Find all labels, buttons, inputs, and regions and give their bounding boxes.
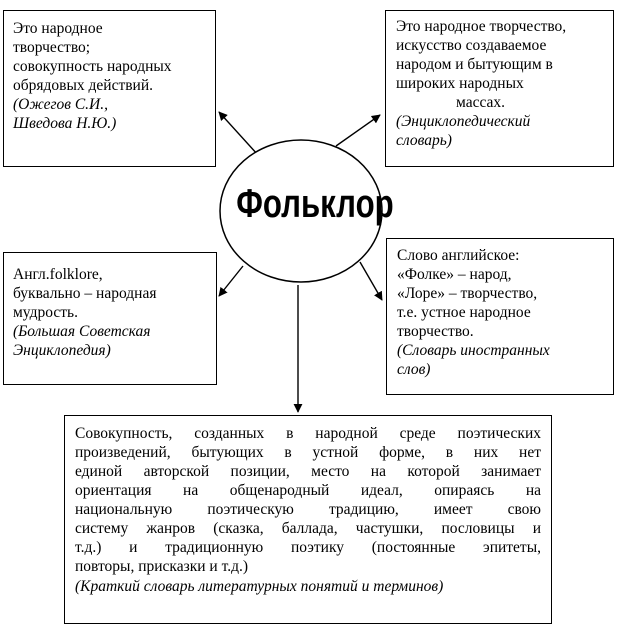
definition-line: совокупность народных <box>13 58 172 75</box>
definition-box-mid-right <box>386 238 614 395</box>
source-citation: (Большая Советская <box>13 323 151 340</box>
center-title: Фольклор <box>236 182 394 226</box>
definition-line: искусство создаваемое <box>396 37 547 54</box>
definition-line: «Лоре» – творчество, <box>397 285 538 302</box>
source-citation: (Краткий словарь литературных понятий и терминов) <box>75 578 444 595</box>
definition-line: Это народное <box>13 20 103 37</box>
source-citation: слов) <box>397 361 431 378</box>
definition-line: повторы, присказки и т.д.) <box>75 558 249 575</box>
definition-line: т.д.) и традиционную поэтику (постоянные эпитеты, <box>75 539 541 556</box>
definition-box-top-left <box>3 10 216 167</box>
source-citation: Шведова Н.Ю.) <box>13 115 117 132</box>
definition-box-mid-left <box>3 252 217 385</box>
definition-line: творчество; <box>13 39 91 56</box>
definition-line: произведений, бытующих в устной форме, в них нет <box>75 444 541 461</box>
definition-line: систему жанров (сказка, баллада, частушки, пословицы и <box>75 520 541 537</box>
definition-line: обрядовых действий. <box>13 77 154 94</box>
definition-line: т.е. устное народное <box>397 304 531 321</box>
source-citation: (Энциклопедический <box>396 113 531 130</box>
definition-box-bottom <box>64 415 552 624</box>
definition-line: Это народное творчество, <box>396 18 567 35</box>
definition-line: массах. <box>456 94 506 111</box>
definition-line: «Фолке» – народ, <box>397 266 512 283</box>
definition-line: Англ.folklore, <box>13 266 103 283</box>
definition-line: ориентация на общенародный идеал, опираясь на <box>75 482 541 499</box>
definition-line: единой авторской позиции, место на которой занимает <box>75 463 541 480</box>
source-citation: (Ожегов С.И., <box>13 96 109 113</box>
source-citation: (Словарь иностранных <box>397 342 550 359</box>
definition-line: народом и бытующим в <box>396 56 553 73</box>
definition-line: Слово английское: <box>397 247 520 264</box>
source-citation: Энциклопедия) <box>13 342 111 359</box>
definition-line: широких народных <box>396 75 524 92</box>
definition-line: творчество. <box>397 323 474 340</box>
definition-line: национальную поэтическую традицию, имеет свою <box>75 501 541 518</box>
definition-line: Совокупность, созданных в народной среде поэтических <box>75 425 541 442</box>
definition-line: буквально – народная <box>13 285 157 302</box>
definition-box-top-right <box>385 10 614 167</box>
definition-line: мудрость. <box>13 304 78 321</box>
source-citation: словарь) <box>396 132 452 149</box>
